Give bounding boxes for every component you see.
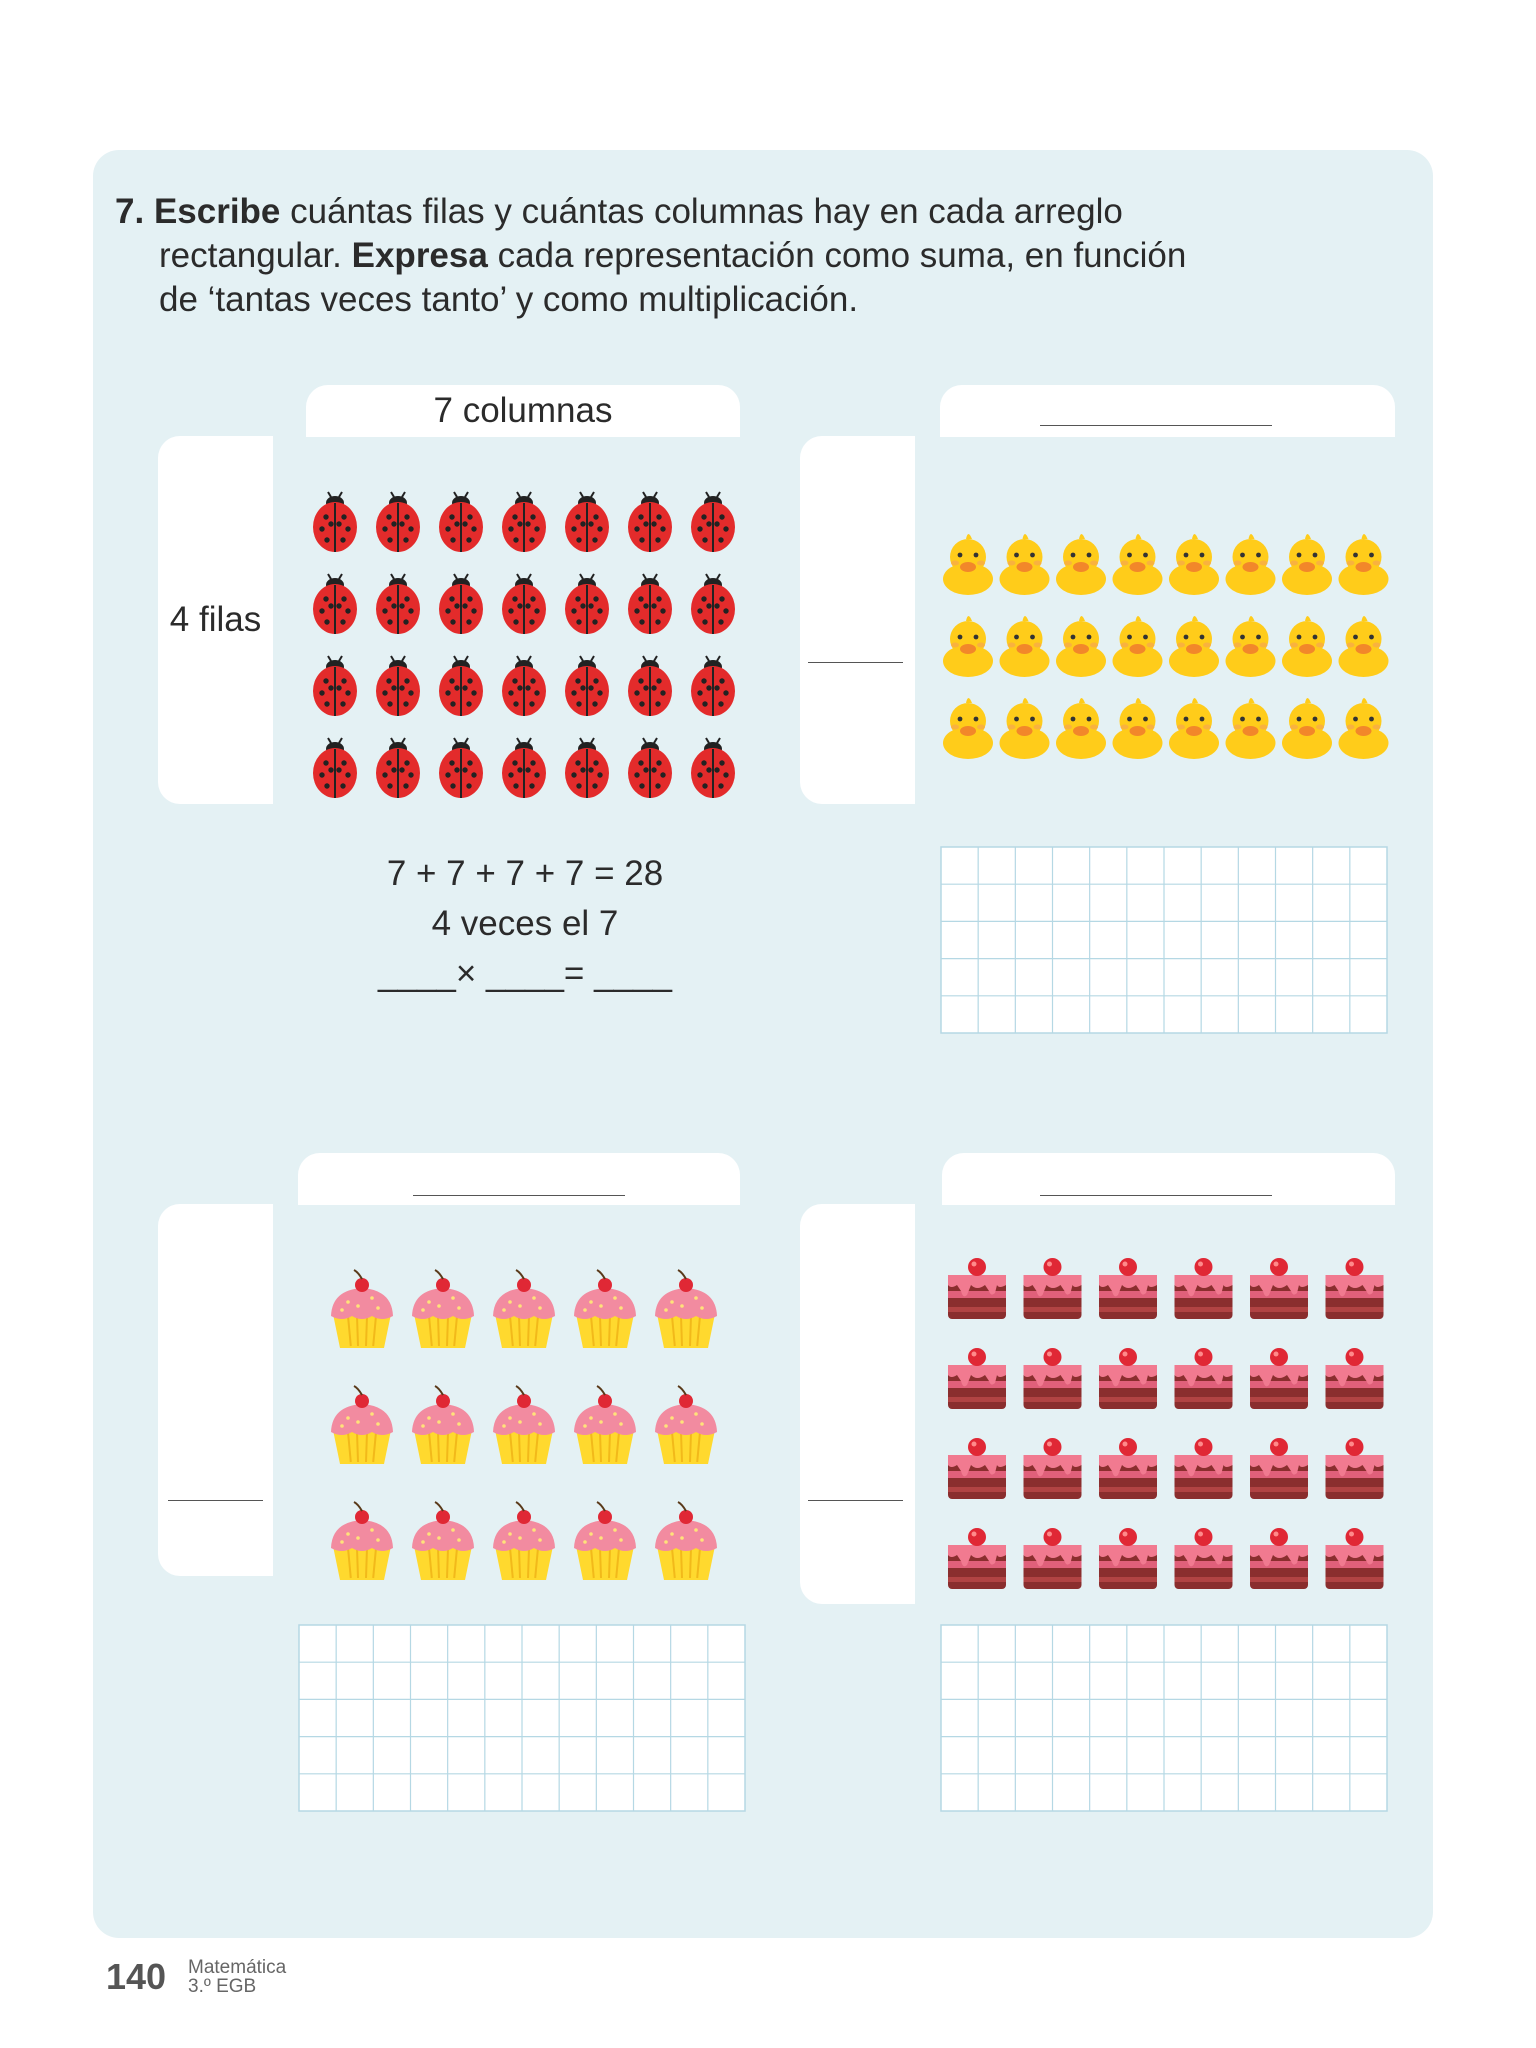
ladybug-icon bbox=[628, 492, 672, 552]
cupcake-icon bbox=[493, 1270, 555, 1348]
cake-slice-icon bbox=[948, 1258, 1006, 1319]
cupcake-array bbox=[320, 1262, 730, 1592]
ladybug-icon bbox=[376, 656, 420, 716]
example-times-phrase: 4 veces el 7 bbox=[431, 904, 619, 943]
cupcake-icon bbox=[331, 1270, 393, 1348]
duck-icon bbox=[1339, 616, 1389, 677]
cupcake-icon bbox=[574, 1502, 636, 1580]
cake-slice-icon bbox=[1024, 1258, 1082, 1319]
exercise-number: 7. bbox=[115, 192, 145, 231]
ladybug-icon bbox=[439, 738, 483, 798]
ladybug-icon bbox=[502, 574, 546, 634]
duck-icon bbox=[943, 616, 993, 677]
cake-slice-icon bbox=[1250, 1528, 1308, 1589]
ladybug-icon bbox=[313, 738, 357, 798]
cake-slice-icon bbox=[1326, 1348, 1384, 1409]
duck-icon bbox=[1000, 698, 1050, 759]
ladybug-icon bbox=[565, 492, 609, 552]
ladybug-icon bbox=[439, 574, 483, 634]
cupcakes-rows-tab bbox=[158, 1204, 273, 1576]
ladybug-icon bbox=[691, 656, 735, 716]
grade-level: 3.º EGB bbox=[188, 1976, 257, 1997]
duck-icon bbox=[1226, 534, 1276, 595]
ladybug-icon bbox=[502, 656, 546, 716]
cupcake-icon bbox=[412, 1270, 474, 1348]
cupcakes-columns-tab bbox=[298, 1153, 740, 1205]
ladybug-icon bbox=[691, 738, 735, 798]
instruction-verb-write: Escribe bbox=[153, 192, 281, 231]
ladybug-icon bbox=[313, 574, 357, 634]
footer-subject bbox=[188, 1958, 286, 1996]
cupcakes-answer-grid[interactable] bbox=[298, 1624, 748, 1814]
ladybug-icon bbox=[691, 492, 735, 552]
duck-icon bbox=[1282, 616, 1332, 677]
cake-slice-icon bbox=[948, 1348, 1006, 1409]
cupcake-icon bbox=[412, 1502, 474, 1580]
example-multiplication-blank[interactable]: ____× ____= ____ bbox=[378, 954, 672, 993]
duck-icon bbox=[1169, 698, 1219, 759]
cake-slice-icon bbox=[1175, 1348, 1233, 1409]
ladybug-icon bbox=[502, 492, 546, 552]
example-rows-tab bbox=[158, 436, 273, 804]
cupcake-icon bbox=[331, 1502, 393, 1580]
exercise-instruction bbox=[115, 190, 1375, 322]
duck-icon bbox=[1113, 616, 1163, 677]
cake-slice-icon bbox=[1250, 1348, 1308, 1409]
cupcakes-columns-answer-line[interactable] bbox=[413, 1195, 625, 1196]
cake-slice-icon bbox=[1099, 1438, 1157, 1499]
cake-slice-array bbox=[940, 1244, 1400, 1614]
cupcake-icon bbox=[493, 1386, 555, 1464]
duck-icon bbox=[1056, 698, 1106, 759]
cake-slice-icon bbox=[1326, 1528, 1384, 1589]
duck-icon bbox=[1339, 698, 1389, 759]
page-number: 140 bbox=[106, 1956, 167, 1997]
duck-icon bbox=[1169, 616, 1219, 677]
cake-slice-icon bbox=[1326, 1438, 1384, 1499]
instruction-text-1: cuántas filas y cuántas columnas hay en cada arreglo bbox=[280, 192, 1123, 231]
example-columns-tab bbox=[306, 385, 740, 437]
ducks-rows-answer-line[interactable] bbox=[808, 662, 903, 663]
cakes-rows-answer-line[interactable] bbox=[808, 1500, 903, 1501]
cupcake-icon bbox=[412, 1386, 474, 1464]
ladybug-icon bbox=[313, 492, 357, 552]
cupcake-icon bbox=[655, 1270, 717, 1348]
cake-slice-icon bbox=[1099, 1528, 1157, 1589]
ladybug-icon bbox=[628, 738, 672, 798]
cake-slice-icon bbox=[1250, 1258, 1308, 1319]
example-rows-label: 4 filas bbox=[169, 600, 262, 639]
cakes-columns-answer-line[interactable] bbox=[1040, 1195, 1272, 1196]
ladybug-icon bbox=[565, 574, 609, 634]
duck-icon bbox=[943, 698, 993, 759]
duck-array bbox=[938, 520, 1398, 770]
cake-slice-icon bbox=[1024, 1348, 1082, 1409]
ladybug-icon bbox=[376, 574, 420, 634]
cake-slice-icon bbox=[1024, 1528, 1082, 1589]
ladybug-icon bbox=[502, 738, 546, 798]
cupcake-icon bbox=[574, 1386, 636, 1464]
ducks-rows-tab bbox=[800, 436, 915, 804]
ladybug-array bbox=[300, 480, 750, 810]
duck-icon bbox=[1169, 534, 1219, 595]
duck-icon bbox=[1056, 534, 1106, 595]
cakes-rows-tab bbox=[800, 1204, 915, 1604]
ducks-columns-tab bbox=[940, 385, 1395, 437]
ladybug-icon bbox=[628, 656, 672, 716]
ladybug-icon bbox=[565, 738, 609, 798]
duck-icon bbox=[1000, 616, 1050, 677]
duck-icon bbox=[1282, 698, 1332, 759]
duck-icon bbox=[943, 534, 993, 595]
duck-icon bbox=[1000, 534, 1050, 595]
cakes-columns-tab bbox=[942, 1153, 1395, 1205]
duck-icon bbox=[1226, 698, 1276, 759]
instruction-text-2a: rectangular. bbox=[159, 236, 352, 275]
duck-icon bbox=[1056, 616, 1106, 677]
instruction-text-3: de ‘tantas veces tanto’ y como multiplicación. bbox=[159, 280, 859, 319]
cupcake-icon bbox=[574, 1270, 636, 1348]
ladybug-icon bbox=[439, 492, 483, 552]
duck-icon bbox=[1282, 534, 1332, 595]
ladybug-icon bbox=[628, 574, 672, 634]
ladybug-icon bbox=[439, 656, 483, 716]
duck-icon bbox=[1226, 616, 1276, 677]
cupcake-icon bbox=[493, 1502, 555, 1580]
ladybug-icon bbox=[313, 656, 357, 716]
duck-icon bbox=[1113, 534, 1163, 595]
ladybug-icon bbox=[691, 574, 735, 634]
cake-slice-icon bbox=[948, 1438, 1006, 1499]
cake-slice-icon bbox=[1175, 1438, 1233, 1499]
duck-icon bbox=[1113, 698, 1163, 759]
cupcake-icon bbox=[331, 1386, 393, 1464]
instruction-line-2 bbox=[115, 234, 1375, 278]
cake-slice-icon bbox=[1099, 1348, 1157, 1409]
subject-name: Matemática bbox=[188, 1957, 287, 1978]
ducks-columns-answer-line[interactable] bbox=[1040, 425, 1272, 426]
ducks-answer-grid[interactable] bbox=[940, 846, 1390, 1036]
cake-slice-icon bbox=[1099, 1258, 1157, 1319]
cupcake-icon bbox=[655, 1386, 717, 1464]
example-sum: 7 + 7 + 7 + 7 = 28 bbox=[386, 854, 664, 893]
cakes-answer-grid[interactable] bbox=[940, 1624, 1390, 1814]
cake-slice-icon bbox=[1250, 1438, 1308, 1499]
cupcake-icon bbox=[655, 1502, 717, 1580]
ladybug-icon bbox=[376, 492, 420, 552]
duck-icon bbox=[1339, 534, 1389, 595]
cupcakes-rows-answer-line[interactable] bbox=[168, 1500, 263, 1501]
instruction-text-2b: cada representación como suma, en función bbox=[487, 236, 1187, 275]
cake-slice-icon bbox=[1326, 1258, 1384, 1319]
cake-slice-icon bbox=[1024, 1438, 1082, 1499]
example-columns-label: 7 columnas bbox=[433, 391, 613, 430]
ladybug-icon bbox=[565, 656, 609, 716]
instruction-verb-express: Expresa bbox=[351, 236, 488, 275]
cake-slice-icon bbox=[948, 1528, 1006, 1589]
cake-slice-icon bbox=[1175, 1258, 1233, 1319]
ladybug-icon bbox=[376, 738, 420, 798]
cake-slice-icon bbox=[1175, 1528, 1233, 1589]
